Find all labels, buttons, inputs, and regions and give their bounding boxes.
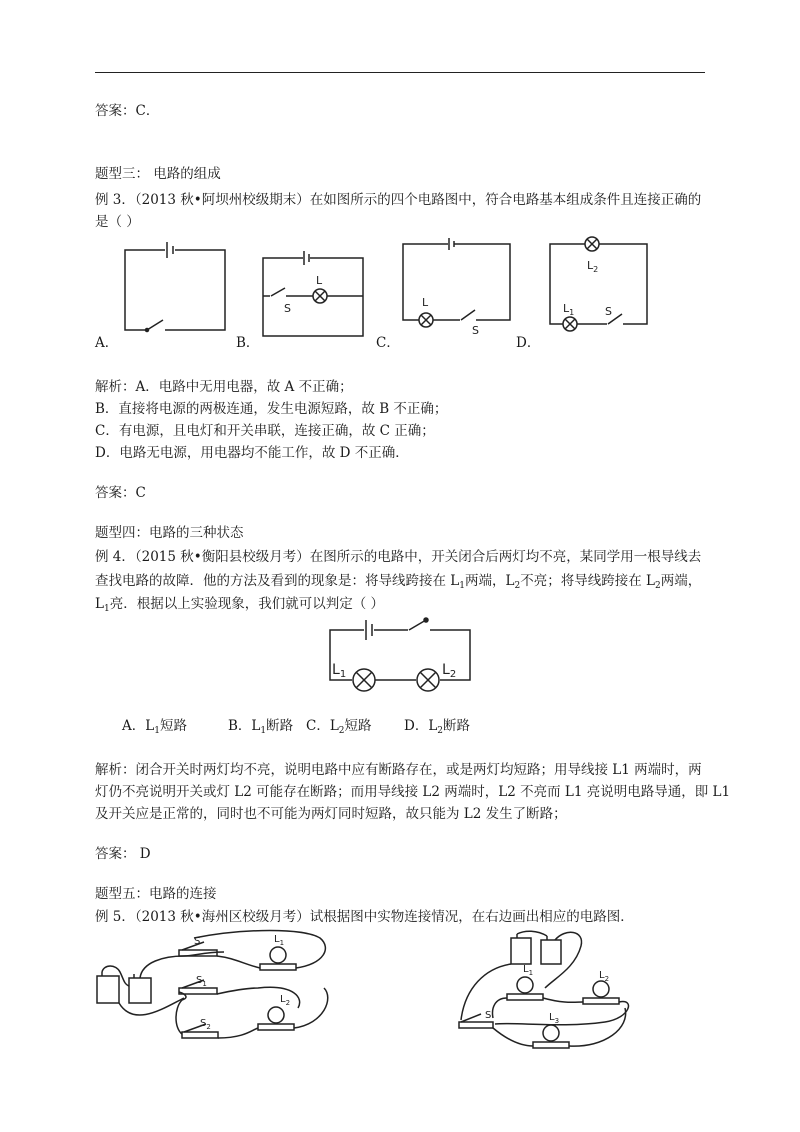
ex3-c-s-label: S — [472, 324, 479, 337]
ex3-circuit-b — [258, 248, 368, 338]
ex3-d-s-label: S — [605, 305, 612, 318]
ex3-b-s-label: S — [284, 302, 291, 315]
ex3-analysis-4: D．电路无电源，用电器均不能工作，故 D 不正确． — [95, 445, 409, 461]
type5-title: 题型五：电路的连接 — [95, 886, 217, 902]
ex3-option-c: C． — [376, 335, 400, 351]
ex4-line3: $L_1$亮．根据以上实验现象，我们就可以判定（ ） — [95, 596, 384, 614]
ex5-line1: 例 5．（2013 秋•海州区校级月考）试根据图中实物连接情况，在右边画出相应的电路图． — [95, 909, 634, 925]
ex5b-l2-label: $L_2$ — [599, 970, 610, 983]
ex3-c-l-label: L — [422, 296, 429, 309]
ex3-analysis-2: B．直接将电源的两极连通，发生电源短路，故 B 不正确； — [95, 401, 448, 417]
ex4-analysis-3: 及开关应是正常的，同时也不可能为两灯同时短路，故只能为 L2 发生了断路； — [95, 806, 567, 822]
ex3-circuit-a — [120, 238, 230, 338]
ex4-line1: 例 4．（2015 秋•衡阳县校级月考）在图所示的电路中，开关闭合后两灯均不亮，某同学用一根导线去 — [95, 549, 702, 565]
ex3-option-a: A． — [95, 335, 119, 351]
type3-title: 题型三： 电路的组成 — [95, 166, 221, 182]
ex3-option-d: D． — [516, 335, 541, 351]
ex4-l1-label: $L_1$ — [332, 662, 347, 680]
ex3-b-l-label: L — [316, 274, 323, 287]
ex5-s2-label: $S_2$ — [200, 1018, 211, 1031]
ex4-line2: 查找电路的故障．他的方法及看到的现象是：将导线跨接在 $L_1$两端，$L_2$不亮；将导线跨接在 $L_2$两端， — [95, 573, 702, 591]
ex3-line1: 例 3．（2013 秋•阿坝州校级期末）在如图所示的四个电路图中，符合电路基本组成条件且连接正确的 — [95, 192, 702, 208]
ex5-s1-label: $S_1$ — [196, 975, 207, 988]
header-rule — [95, 72, 705, 73]
type4-title: 题型四：电路的三种状态 — [95, 525, 244, 541]
ex3-d-l1-label: $L_1$ — [563, 302, 575, 317]
ex4-l2-label: $L_2$ — [442, 662, 457, 680]
ex5-s-label: S — [194, 936, 201, 947]
ex4-circuit — [326, 612, 476, 692]
ex3-line2: 是（ ） — [95, 214, 140, 230]
ex4-option-b: B．$L_1$断路 — [228, 718, 294, 736]
ex4-option-a: A．$L_1$短路 — [122, 718, 187, 736]
ex4-option-d: D．$L_2$断路 — [404, 718, 471, 736]
ex3-option-b: B． — [236, 335, 260, 351]
ex5b-l3-label: $L_3$ — [549, 1012, 560, 1025]
ex4-analysis-1: 解析：闭合开关时两灯均不亮，说明电路中应有断路存在，或是两灯均短路；用导线接 L1 两端时，两 — [95, 762, 702, 778]
ex5-l1-label: $L_1$ — [274, 934, 285, 947]
answer-4: 答案： D — [95, 846, 151, 862]
ex5-physical-circuit — [94, 928, 344, 1048]
ex4-analysis-2: 灯仍不亮说明开关或灯 L2 可能存在断路；而用导线接 L2 两端时，L2 不亮而 L1 亮说明电路导通，即 L1 — [95, 784, 731, 800]
ex5b-s-label: S — [485, 1010, 492, 1021]
ex3-analysis-3: C．有电源，且电灯和开关串联，连接正确，故 C 正确； — [95, 423, 435, 439]
answer-3: 答案：C — [95, 485, 146, 501]
ex5b-l1-label: $L_1$ — [523, 964, 534, 977]
answer-1: 答案：C． — [95, 103, 160, 119]
ex3-analysis-1: 解析：A．电路中无用电器，故 A 不正确； — [95, 379, 353, 395]
ex4-option-c: C．$L_2$短路 — [306, 718, 372, 736]
ex3-d-l2-label: $L_2$ — [587, 259, 599, 274]
ex3-circuit-d — [545, 236, 655, 336]
ex3-circuit-c — [398, 234, 518, 337]
ex5-l2-label: $L_2$ — [280, 994, 291, 1007]
ex5-physical-circuit-2 — [455, 928, 655, 1053]
